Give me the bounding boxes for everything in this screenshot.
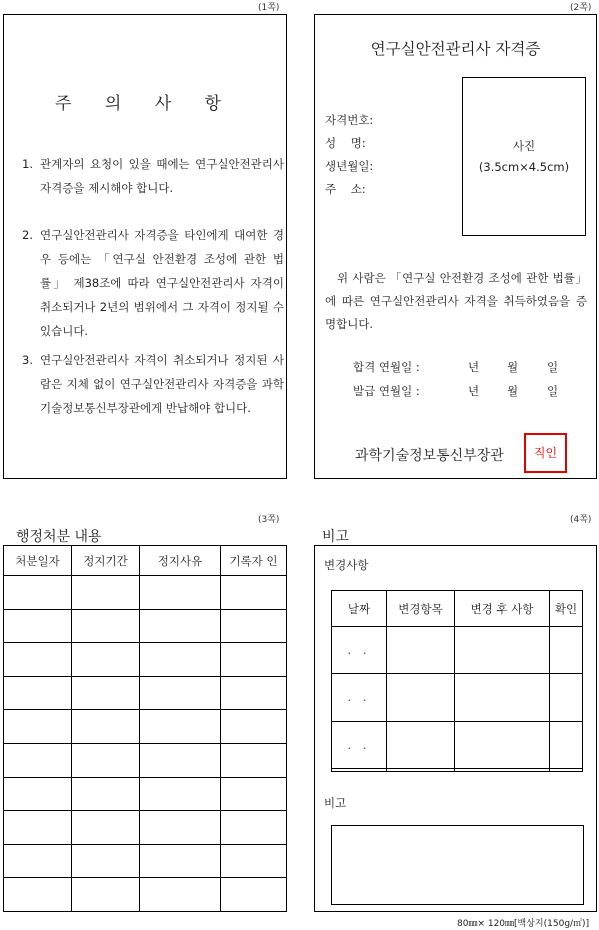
caution-item-number: 1. [22,157,33,171]
date-mark [332,768,387,771]
caution-item-text: 연구실안전관리사 자격이 취소되거나 정지된 사람은 지체 없이 연구실안전관리사 자격증을 과학기술정보통신부장관에게 반납해야 합니다. [40,353,284,415]
table-row [4,878,287,912]
admin-action-table [3,545,287,912]
photo-label: 사진 [512,139,536,153]
table-row [4,676,287,710]
table-row [332,721,583,768]
header-suspension-reason: 정지사유 [140,546,221,576]
caution-item-number: 3. [22,353,33,367]
changes-title: 변경사항 [324,558,369,572]
issue-date-label: 발급 연월일 : [353,384,420,398]
date-mark: . . [332,674,387,721]
table-row [332,627,583,674]
pass-date-label: 합격 연월일 : [353,360,420,374]
caution-panel [3,14,287,479]
page-number-2: (2쪽) [570,3,592,13]
field-address: 주 소: [325,182,366,196]
field-qualification-number: 자격번호: [325,113,374,127]
issue-day: 일 [547,384,559,398]
issue-month: 월 [507,384,519,398]
caution-item-text: 연구실안전관리사 자격증을 타인에게 대여한 경우 등에는 「연구실 안전환경 조성에 관한 법률」 제38조에 따라 연구실안전관리사 자격이 취소되거나 2년의 범위에서 그 자격이 정지될 수 있습니다. [40,228,284,338]
header-disposition-date: 처분일자 [4,546,72,576]
table-row [4,777,287,811]
date-mark: . . [332,627,387,674]
photo-size: (3.5cm×4.5cm) [478,160,570,174]
table-row [4,609,287,643]
table-row [4,743,287,777]
caution-item-number: 2. [22,228,33,242]
field-birthdate: 생년월일: [325,159,374,173]
remarks-section-title: 비고 [322,529,350,545]
changes-table-header [332,591,583,627]
pass-day: 일 [547,360,559,374]
table-row [332,768,583,771]
official-seal: 직인 [524,433,567,473]
date-mark: . . [332,721,387,768]
table-row [332,674,583,721]
header-date: 날짜 [332,591,387,627]
photo-box [462,77,586,236]
table-row [4,576,287,610]
changes-table [331,590,583,772]
caution-title: 주 의 사 항 [55,94,235,114]
table-row [4,643,287,677]
header-recorder-seal: 기록자 인 [221,546,287,576]
certificate-title: 연구실안전관리사 자격증 [370,40,541,58]
issuer-name: 과학기술정보통신부장관 [355,448,504,464]
header-after-change: 변경 후 사항 [455,591,550,627]
table-row [4,844,287,878]
header-changed-item: 변경항목 [387,591,455,627]
header-confirm: 확인 [550,591,583,627]
admin-table-header [4,546,287,576]
pass-year: 년 [468,360,480,374]
notes-title: 비고 [324,796,347,810]
page-number-1: (1쪽) [258,3,280,13]
issue-year: 년 [468,384,480,398]
page-number-3: (3쪽) [258,515,280,525]
field-name: 성 명: [325,136,366,150]
header-suspension-period: 정지기간 [72,546,140,576]
admin-section-title: 행정처분 내용 [16,529,102,545]
table-row [4,811,287,845]
page-number-4: (4쪽) [570,515,592,525]
paper-spec-footer: 80㎜× 120㎜[백상지(150g/㎡)] [457,919,590,929]
caution-item-text: 관계자의 요청이 있을 때에는 연구실안전관리사 자격증을 제시해야 합니다. [40,157,284,195]
remarks-panel [314,545,597,912]
certificate-panel [314,14,597,479]
certificate-statement: 위 사람은 「연구실 안전환경 조성에 관한 법률」에 따른 연구실안전관리사 자격을 취득하였음을 증명합니다. [325,271,587,331]
pass-month: 월 [507,360,519,374]
notes-box [331,825,584,905]
table-row [4,710,287,744]
